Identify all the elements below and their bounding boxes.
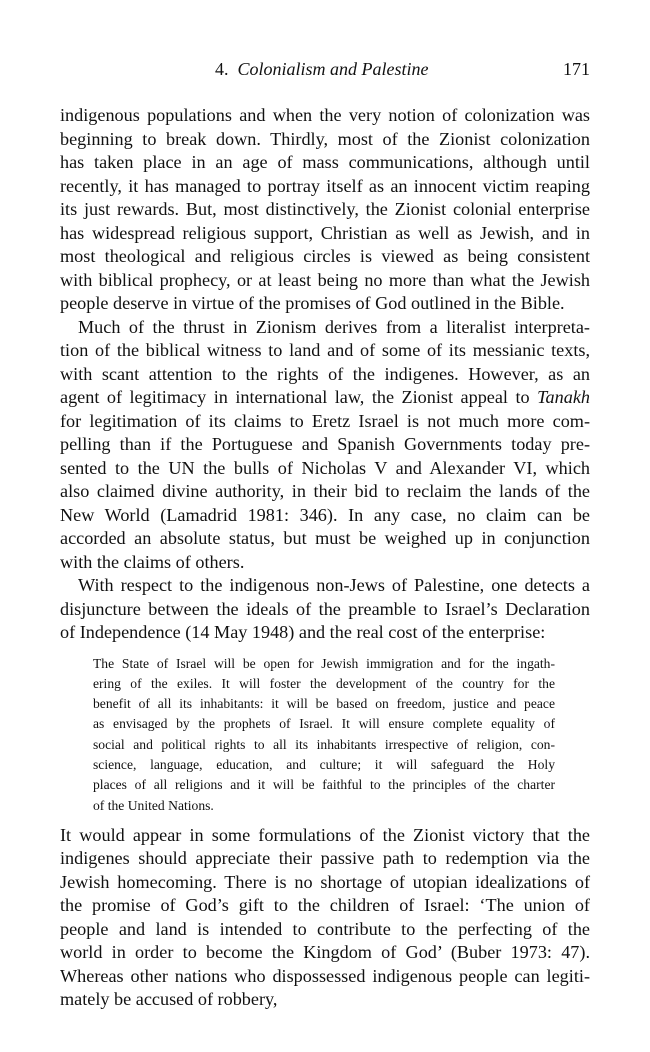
text-line: With respect to the indigenous non-Jews of Palestine, one detects a: [78, 575, 590, 595]
text-line: has widespread religious support, Christian as well as Jewish, and in: [60, 222, 590, 243]
text-line: pelling than if the Portuguese and Spanish Governments today pre-: [60, 434, 590, 454]
quote-line: ering of the exiles. It will foster the development of the country for the: [93, 675, 555, 691]
text-line: beginning to break down. Thirdly, most of the Zionist colonization: [60, 128, 590, 149]
chapter-title-text: Colonialism and Palestine: [237, 59, 429, 79]
text-line: indigenes should appreciate their passive path to redemption via the: [60, 848, 590, 869]
text-line: the promise of God’s gift to the children of Israel: ‘The union of: [60, 895, 590, 916]
text-segment: agent of legitimacy in international law, the Zionist appeal to: [60, 387, 530, 407]
text-line: with the claims of others.: [60, 551, 245, 572]
running-header: [60, 59, 590, 83]
text-line: Whereas other nations who dispossessed indigenous people can legiti-: [60, 965, 590, 986]
text-line: tion of the biblical witness to land and of some of its messianic texts,: [60, 340, 590, 360]
text-line: of Independence (14 May 1948) and the real cost of the enterprise:: [60, 622, 546, 642]
text-line: Jewish homecoming. There is no shortage of utopian idealizations of: [60, 871, 590, 892]
quote-line: The State of Israel will be open for Jewish immigration and for the ingath-: [93, 655, 555, 671]
text-line: for legitimation of its claims to Eretz Israel is not much more com-: [60, 410, 590, 431]
text-line: world in order to become the Kingdom of God’ (Buber 1973: 47).: [60, 942, 590, 963]
text-line: its just rewards. But, most distinctively, the Zionist colonial enterprise: [60, 199, 590, 219]
text-line: most theological and religious circles is viewed as being consistent: [60, 246, 590, 266]
quote-line: social and political rights to all its inhabitants irrespective of religion, con-: [93, 736, 555, 752]
paragraph-3: [60, 574, 590, 645]
text-line: with scant attention to the rights of the indigenes. However, as an: [60, 363, 590, 384]
text-line: has taken place in an age of mass communications, although until: [60, 152, 590, 172]
italic-term: Tanakh: [537, 387, 590, 407]
text-line: with biblical prophecy, or at least being no more than what the Jewish: [60, 269, 590, 290]
quote-line: places of all religions and it will be faithful to the principles of the charter: [93, 777, 555, 793]
text-line: It would appear in some formulations of the Zionist victory that the: [60, 824, 590, 845]
text-line: New World (Lamadrid 1981: 346). In any case, no claim can be: [60, 504, 590, 525]
text-line: people and land is intended to contribute to the perfecting of the: [60, 918, 590, 939]
text-line: mately be accused of robbery,: [60, 989, 278, 1010]
quote-line: of the United Nations.: [93, 797, 214, 813]
paragraph-4: [60, 824, 590, 1012]
text-line: people deserve in virtue of the promises of God outlined in the Bible.: [60, 293, 565, 313]
text-line: Much of the thrust in Zionism derives from a literalist interpreta-: [78, 316, 590, 337]
text-line: accorded an absolute status, but must be weighed up in conjunction: [60, 528, 590, 548]
quote-line: as envisaged by the prophets of Israel. It will ensure complete equality of: [93, 716, 555, 732]
chapter-title: [215, 59, 429, 80]
page-number: 171: [563, 59, 590, 79]
quote-line: science, language, education, and culture; it will safeguard the Holy: [93, 756, 555, 772]
chapter-number: 4.: [215, 59, 229, 79]
text-line: also claimed divine authority, in their bid to reclaim the lands of the: [60, 481, 590, 501]
page-body: [60, 104, 590, 1012]
text-line: indigenous populations and when the very notion of colonization was: [60, 105, 590, 125]
text-line: disjuncture between the ideals of the preamble to Israel’s Declaration: [60, 598, 590, 619]
quote-line: benefit of all its inhabitants: it will be based on freedom, justice and peace: [93, 696, 555, 712]
paragraph-2: [60, 316, 590, 575]
text-line-with-italic: [60, 386, 590, 410]
text-line: sented to the UN the bulls of Nicholas V and Alexander VI, which: [60, 457, 590, 478]
blockquote: [93, 654, 555, 816]
paragraph-1: [60, 104, 590, 316]
text-line: recently, it has managed to portray itself as an innocent victim reaping: [60, 175, 590, 196]
